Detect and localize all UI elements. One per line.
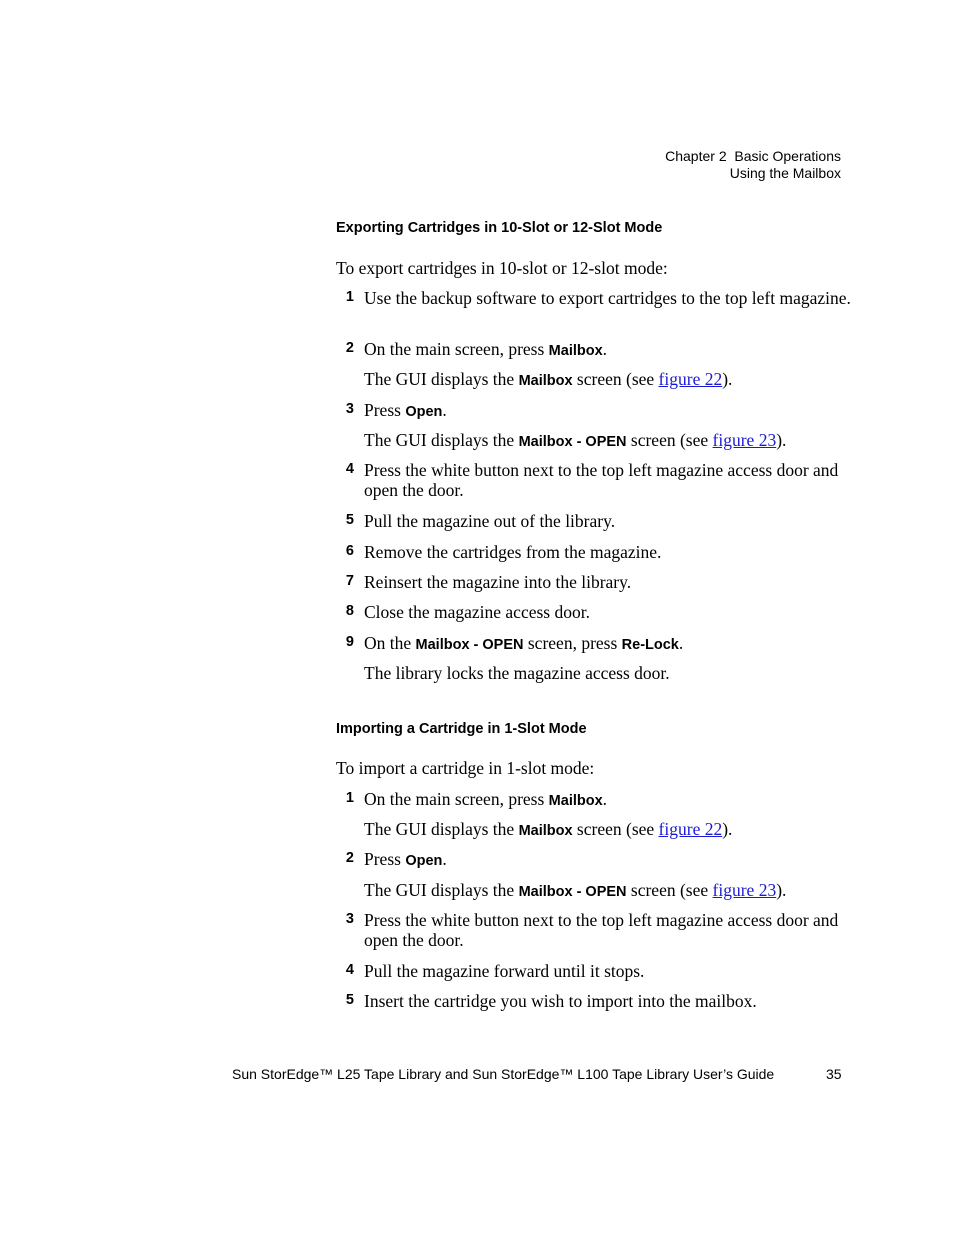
step-text: Insert the cartridge you wish to import into the mailbox.	[364, 991, 757, 1011]
import-step-2-result: The GUI displays the Mailbox - OPEN screen (see figure 23).	[364, 880, 787, 900]
ui-term: Mailbox	[518, 373, 573, 389]
ui-term: Open	[405, 404, 443, 420]
ui-term: Mailbox - OPEN	[518, 884, 627, 900]
export-intro: To export cartridges in 10-slot or 12-slot mode:	[336, 258, 668, 278]
figure-22-link[interactable]: figure 22	[658, 369, 723, 389]
import-heading: Importing a Cartridge in 1-Slot Mode	[336, 721, 587, 737]
step-number: 2	[345, 340, 354, 356]
page-number: 35	[826, 1066, 842, 1082]
step-number: 9	[345, 634, 354, 650]
step-text: On the Mailbox - OPEN screen, press Re-Lock.	[364, 633, 684, 653]
step-number: 3	[345, 401, 354, 417]
step-text: Press the white button next to the top left magazine access door and open the door.	[364, 460, 839, 501]
step-text: Use the backup software to export cartridges to the top left magazine.	[364, 288, 851, 308]
step-text: Press the white button next to the top left magazine access door and open the door.	[364, 910, 839, 951]
ui-term: Open	[405, 853, 443, 869]
ui-term: Mailbox	[548, 343, 603, 359]
step-text: Close the magazine access door.	[364, 602, 590, 622]
step-number: 1	[345, 289, 354, 305]
import-step-1-result: The GUI displays the Mailbox screen (see figure 22).	[364, 819, 733, 839]
export-heading: Exporting Cartridges in 10-Slot or 12-Slot Mode	[336, 220, 663, 236]
chapter-title: Chapter 2 Basic Operations	[665, 148, 841, 164]
figure-23-link[interactable]: figure 23	[712, 880, 777, 900]
step-text: On the main screen, press Mailbox.	[364, 789, 608, 809]
export-step-2-result: The GUI displays the Mailbox screen (see figure 22).	[364, 369, 733, 389]
step-number: 3	[345, 911, 354, 927]
export-step-3-result: The GUI displays the Mailbox - OPEN screen (see figure 23).	[364, 430, 787, 450]
step-text: Press Open.	[364, 400, 447, 420]
step-text: Pull the magazine forward until it stops.	[364, 961, 645, 981]
ui-term: Mailbox	[518, 823, 573, 839]
import-intro: To import a cartridge in 1-slot mode:	[336, 758, 595, 778]
footer-book-title: Sun StorEdge™ L25 Tape Library and Sun StorEdge™ L100 Tape Library User’s Guide	[232, 1066, 775, 1082]
step-text: On the main screen, press Mailbox.	[364, 339, 608, 359]
step-number: 4	[345, 962, 354, 978]
step-number: 4	[345, 461, 354, 477]
step-number: 8	[345, 603, 354, 619]
figure-22-link[interactable]: figure 22	[658, 819, 723, 839]
step-text: Remove the cartridges from the magazine.	[364, 542, 662, 562]
step-number: 5	[345, 512, 354, 528]
step-number: 6	[345, 543, 354, 559]
running-header	[665, 148, 841, 182]
step-number: 2	[345, 850, 354, 866]
ui-term: Mailbox	[548, 793, 603, 809]
step-text: Reinsert the magazine into the library.	[364, 572, 632, 592]
section-title: Using the Mailbox	[729, 165, 841, 181]
step-number: 1	[345, 790, 354, 806]
step-text: Pull the magazine out of the library.	[364, 511, 616, 531]
ui-term: Mailbox - OPEN	[415, 637, 524, 653]
ui-term: Mailbox - OPEN	[518, 434, 627, 450]
ui-term: Re-Lock	[621, 637, 679, 653]
figure-23-link[interactable]: figure 23	[712, 430, 777, 450]
step-text: Press Open.	[364, 849, 447, 869]
step-number: 7	[345, 573, 354, 589]
export-step-9-result: The library locks the magazine access door.	[364, 663, 670, 683]
step-number: 5	[345, 992, 354, 1008]
